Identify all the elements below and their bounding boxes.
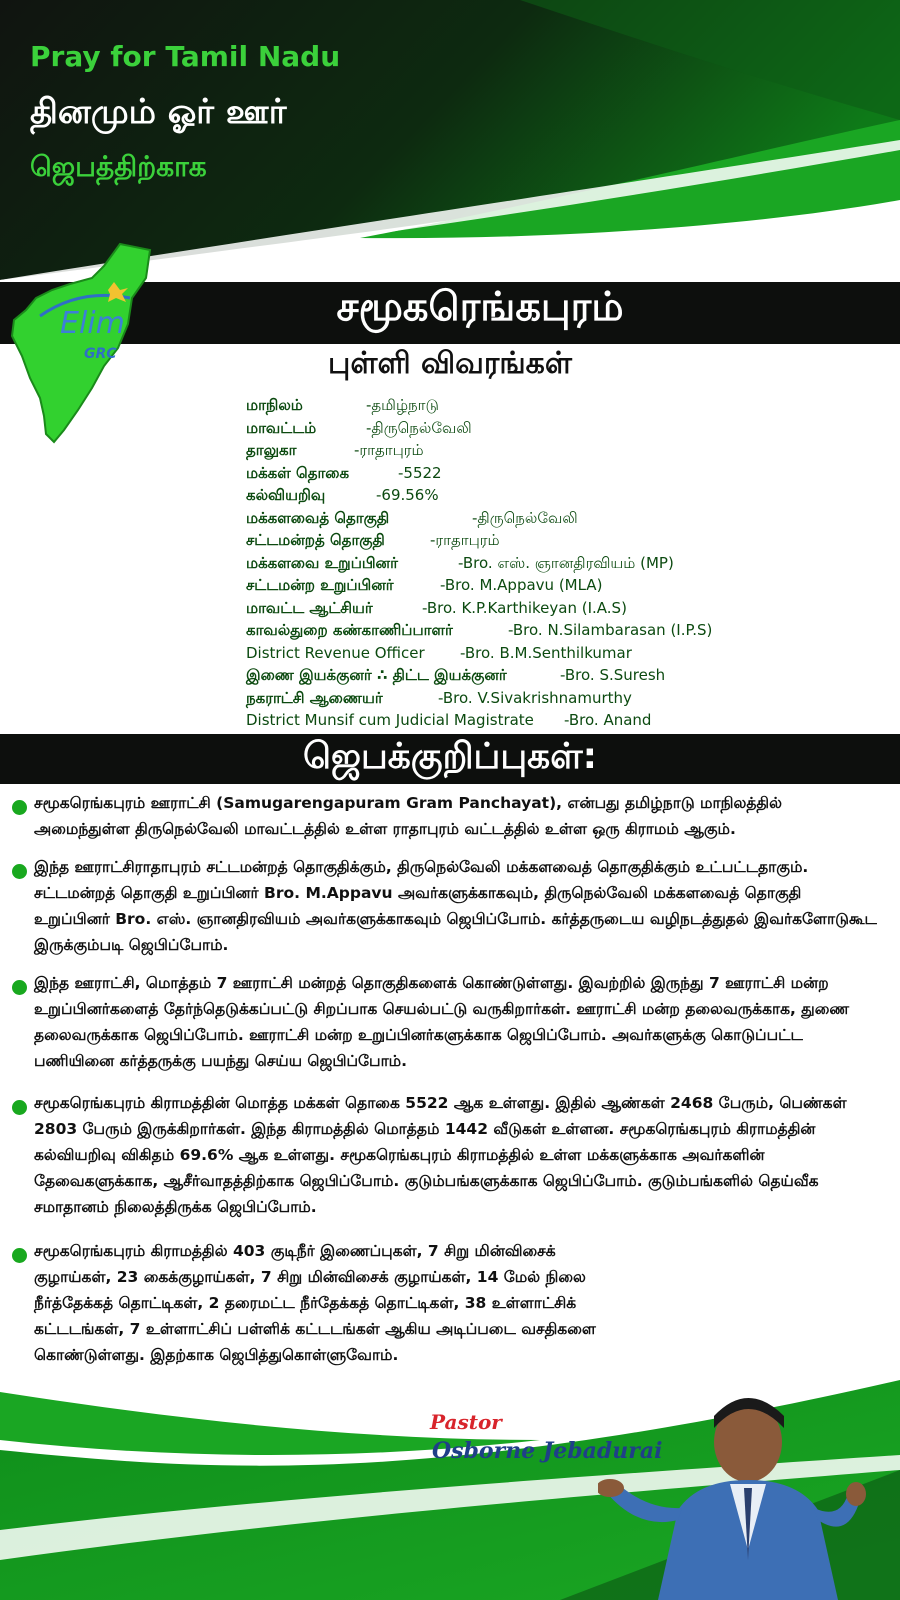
info-value: -Bro. எஸ். ஞானதிரவியம் (MP) xyxy=(458,553,674,572)
prayer-point-text: சமூகரெங்கபுரம் கிராமத்தின் மொத்த மக்கள் தொகை 5522 ஆக உள்ளது. இதில் ஆண்கள் 2468 பேரும், பெண்கள் 2803 பேரும் இருக்கிறார்கள். இந்த கிராமத்தில் மொத்தம் 1442 வீடுகள் உள்ளன. சமூகரெங்கபுரம் கிராமத்தின் கல்வியறிவு விகிதம் 69.6% ஆக உள்ளது. சமூகரெங்கபுரம் கிராமத்தில் உள்ள மக்களுக்காக அவர்களின் தேவைகளுக்காக, ஆசீர்வாதத்திற்காக ஜெபிப்போம். குடும்பங்களுக்காக ஜெபிப்போம். குடும்பங்களில் தெய்வீக சமாதானம் நிலைத்திருக்க ஜெபிப்போம். xyxy=(34,1094,847,1216)
info-row-superintendent xyxy=(246,621,886,644)
info-value: -Bro. M.Appavu (MLA) xyxy=(440,576,603,594)
info-row-literacy xyxy=(246,486,886,509)
prayer-point-text: சமூகரெங்கபுரம் ஊராட்சி (Samugarengapuram Gram Panchayat), என்பது தமிழ்நாடு மாநிலத்தில் அமைந்துள்ள திருநெல்வேலி மாவட்டத்தில் உள்ள ராதாபுரம் வட்டத்தில் உள்ள ஒரு கிராமம் ஆகும். xyxy=(34,794,782,838)
tamil-nadu-map-icon xyxy=(0,238,160,448)
info-value: -Bro. S.Suresh xyxy=(560,666,666,684)
info-row-magistrate xyxy=(246,711,886,734)
info-label: மாவட்டம் xyxy=(246,418,317,437)
info-label: மக்கள் தொகை xyxy=(246,463,350,482)
info-label: சட்டமன்ற உறுப்பினர் xyxy=(246,576,394,594)
info-row-state xyxy=(246,396,886,419)
prayer-point xyxy=(12,1238,632,1368)
info-row-assembly xyxy=(246,531,886,554)
bullet-icon xyxy=(12,864,27,879)
info-label: தாலுகா xyxy=(246,441,297,459)
info-value: -Bro. B.M.Senthilkumar xyxy=(460,643,632,662)
info-label: District Revenue Officer xyxy=(246,643,425,662)
info-row-lok-sabha xyxy=(246,509,886,532)
info-label: மக்களவைத் தொகுதி xyxy=(246,508,390,527)
info-row-director xyxy=(246,666,886,689)
bullet-icon xyxy=(12,800,27,815)
info-row-taluk xyxy=(246,441,886,464)
grc-logo-text: GRC xyxy=(84,346,117,362)
prayer-point-text: இந்த ஊராட்சிராதாபுரம் சட்டமன்றத் தொகுதிக்கும், திருநெல்வேலி மக்களவைத் தொகுதிக்கும் உட்பட்டதாகும். சட்டமன்றத் தொகுதி உறுப்பினர் Bro. M.Appavu அவர்களுக்காகவும், திருநெல்வேலி மக்களவைத் தொகுதி உறுப்பினர் Bro. எஸ். ஞானதிரவியம் அவர்களுக்காகவும் ஜெபிப்போம். கர்த்தருடைய வழிநடத்துதல் இவர்களோடுகூட இருக்கும்படி ஜெபிப்போம். xyxy=(34,858,877,954)
info-label: நகராட்சி ஆணையர் xyxy=(246,688,383,707)
pastor-portrait-image xyxy=(598,1380,878,1600)
info-label: கல்வியறிவு xyxy=(246,486,326,504)
prayer-point xyxy=(12,790,882,842)
stats-heading: புள்ளி விவரங்கள் xyxy=(328,346,572,381)
prayer-heading: ஜெபக்குறிப்புகள்: xyxy=(302,736,598,777)
prayer-point xyxy=(12,854,882,958)
info-label: சட்டமன்றத் தொகுதி xyxy=(246,531,385,549)
info-value: -Bro. K.P.Karthikeyan (I.A.S) xyxy=(422,598,627,617)
info-value: -தமிழ்நாடு xyxy=(366,396,439,414)
info-label: மக்களவை உறுப்பினர் xyxy=(246,553,398,572)
info-value: -69.56% xyxy=(376,486,439,504)
header-title-ta: தினமும் ஓர் ஊர் xyxy=(30,92,287,132)
info-row-mp xyxy=(246,554,886,577)
prayer-point xyxy=(12,970,882,1074)
info-value: -ராதாபுரம் xyxy=(354,441,424,459)
pastor-label: Pastor xyxy=(430,1410,502,1434)
info-value: -Bro. N.Silambarasan (I.P.S) xyxy=(508,621,713,639)
info-label: இணை இயக்குனர் ∴ திட்ட இயக்குனர் xyxy=(246,666,507,684)
header-title-en: Pray for Tamil Nadu xyxy=(30,40,341,73)
village-title: சமூகரெங்கபுரம் xyxy=(336,284,624,330)
info-row-commissioner xyxy=(246,689,886,712)
bullet-icon xyxy=(12,980,27,995)
prayer-point-text: இந்த ஊராட்சி, மொத்தம் 7 ஊராட்சி மன்றத் தொகுதிகளைக் கொண்டுள்ளது. இவற்றில் இருந்து 7 ஊராட்சி மன்ற உறுப்பினர்களைத் தேர்ந்தெடுக்கப்பட்டு சிறப்பாக செயல்பட்டு வருகிறார்கள். ஊராட்சி மன்ற தலைவருக்காக, துணை தலைவருக்காக ஜெபிப்போம். ஊராட்சி மன்ற உறுப்பினர்களுக்காக ஜெபிப்போம். அவர்களுக்கு கொடுப்பட்ட பணியினை கர்த்தருக்கு பயந்து செய்ய ஜெபிப்போம். xyxy=(34,974,850,1070)
info-label: மாநிலம் xyxy=(246,396,303,414)
prayer-point-text: சமூகரெங்கபுரம் கிராமத்தில் 403 குடிநீர் இணைப்புகள், 7 சிறு மின்விசைக் குழாய்கள், 23 கைக்குழாய்கள், 7 சிறு மின்விசைக் குழாய்கள், 14 மேல் நிலை நீர்த்தேக்கத் தொட்டிகள், 2 தரைமட்ட நீர்தேக்கத் தொட்டிகள், 38 உள்ளாட்சிக் கட்டடங்கள், 7 உள்ளாட்சிப் பள்ளிக் கட்டடங்கள் ஆகிய அடிப்படை வசதிகளை கொண்டுள்ளது. இதற்காக ஜெபித்துகொள்ளுவோம். xyxy=(34,1242,596,1364)
info-label: District Munsif cum Judicial Magistrate xyxy=(246,711,534,729)
info-label: மாவட்ட ஆட்சியர் xyxy=(246,598,373,617)
info-value: -திருநெல்வேலி xyxy=(366,418,472,437)
info-value: -5522 xyxy=(398,463,442,482)
bullet-icon xyxy=(12,1248,27,1263)
info-row-collector xyxy=(246,599,886,622)
info-row-population xyxy=(246,464,886,487)
info-value: -Bro. Anand xyxy=(564,711,652,729)
header-subtitle-ta: ஜெபத்திற்காக xyxy=(30,150,207,183)
info-value: -ராதாபுரம் xyxy=(430,531,500,549)
info-row-mla xyxy=(246,576,886,599)
bullet-icon xyxy=(12,1100,27,1115)
info-list xyxy=(246,396,886,734)
prayer-point xyxy=(12,1090,882,1220)
info-label: காவல்துறை கண்காணிப்பாளர் xyxy=(246,621,453,639)
info-row-district xyxy=(246,419,886,442)
info-row-revenue-officer xyxy=(246,644,886,667)
info-value: -Bro. V.Sivakrishnamurthy xyxy=(438,688,632,707)
pastor-name: Osborne Jebadurai xyxy=(432,1438,663,1464)
info-value: -திருநெல்வேலி xyxy=(472,508,578,527)
elim-logo-text: Elim xyxy=(60,306,125,341)
